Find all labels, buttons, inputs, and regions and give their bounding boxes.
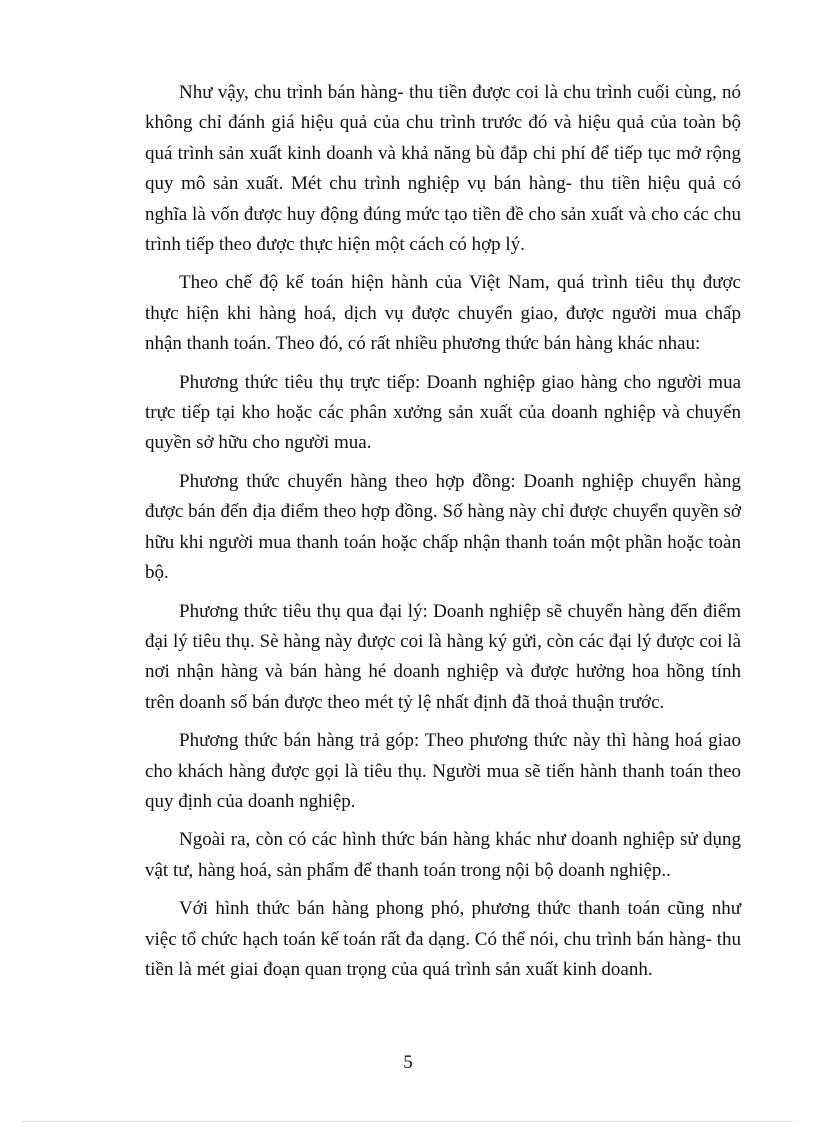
paragraph-8: Với hình thức bán hàng phong phó, phương thức thanh toán cũng như việc tổ chức hạch toán kế toán rất đa dạng. Có thể nói, chu trình bán hàng- thu tiền là mét giai đoạn quan trọng của quá trình sản xuất kinh doanh. bbox=[145, 898, 741, 980]
paragraph-1: Như vậy, chu trình bán hàng- thu tiền được coi là chu trình cuối cùng, nó không chỉ đánh giá hiệu quả của chu trình trước đó và hiệu quả của toàn bộ quá trình sản xuất kinh doanh và khả năng bù đắp chi phí để tiếp tục mở rộng quy mô sản xuất. Mét chu trình nghiệp vụ bán hàng- thu tiền hiệu quả có nghĩa là vốn được huy động đúng mức tạo tiền đề cho sản xuất và cho các chu trình tiếp theo được thực hiện một cách có hợp lý. bbox=[145, 82, 741, 256]
page-bottom-divider bbox=[22, 1121, 794, 1122]
paragraph-7: Ngoài ra, còn có các hình thức bán hàng khác như doanh nghiệp sử dụng vật tư, hàng hoá, sản phẩm để thanh toán trong nội bộ doanh nghiệp.. bbox=[145, 829, 741, 881]
paragraph-6: Phương thức bán hàng trả góp: Theo phương thức này thì hàng hoá giao cho khách hàng được gọi là tiêu thụ. Người mua sẽ tiến hành thanh toán theo quy định của doanh nghiệp. bbox=[145, 730, 741, 812]
paragraph-5: Phương thức tiêu thụ qua đại lý: Doanh nghiệp sẽ chuyển hàng đến điểm đại lý tiêu thụ. Sè hàng này được coi là hàng ký gửi, còn các đại lý được coi là nơi nhận hàng và bán hàng hé doanh nghiệp và được hưởng hoa hồng tính trên doanh số bán được theo mét tỷ lệ nhất định đã thoả thuận trước. bbox=[145, 600, 742, 713]
paragraph-4: Phương thức chuyển hàng theo hợp đồng: Doanh nghiệp chuyển hàng được bán đến địa điểm theo hợp đồng. Số hàng này chỉ được chuyển quyền sở hữu khi người mua thanh toán hoặc chấp nhận thanh toán một phần hoặc toàn bộ. bbox=[145, 470, 741, 584]
paragraph-3: Phương thức tiêu thụ trực tiếp: Doanh nghiệp giao hàng cho người mua trực tiếp tại kho hoặc các phân xưởng sản xuất của doanh nghiệp và chuyển quyền sở hữu cho người mua. bbox=[145, 371, 741, 454]
paragraph-2: Theo chế độ kế toán hiện hành của Việt Nam, quá trình tiêu thụ được thực hiện khi hàng hoá, dịch vụ được chuyển giao, được người mua chấp nhận thanh toán. Theo đó, có rất nhiều phương thức bán hàng khác nhau: bbox=[145, 272, 741, 355]
document-body bbox=[145, 78, 741, 993]
page-number: 5 bbox=[403, 1052, 413, 1073]
